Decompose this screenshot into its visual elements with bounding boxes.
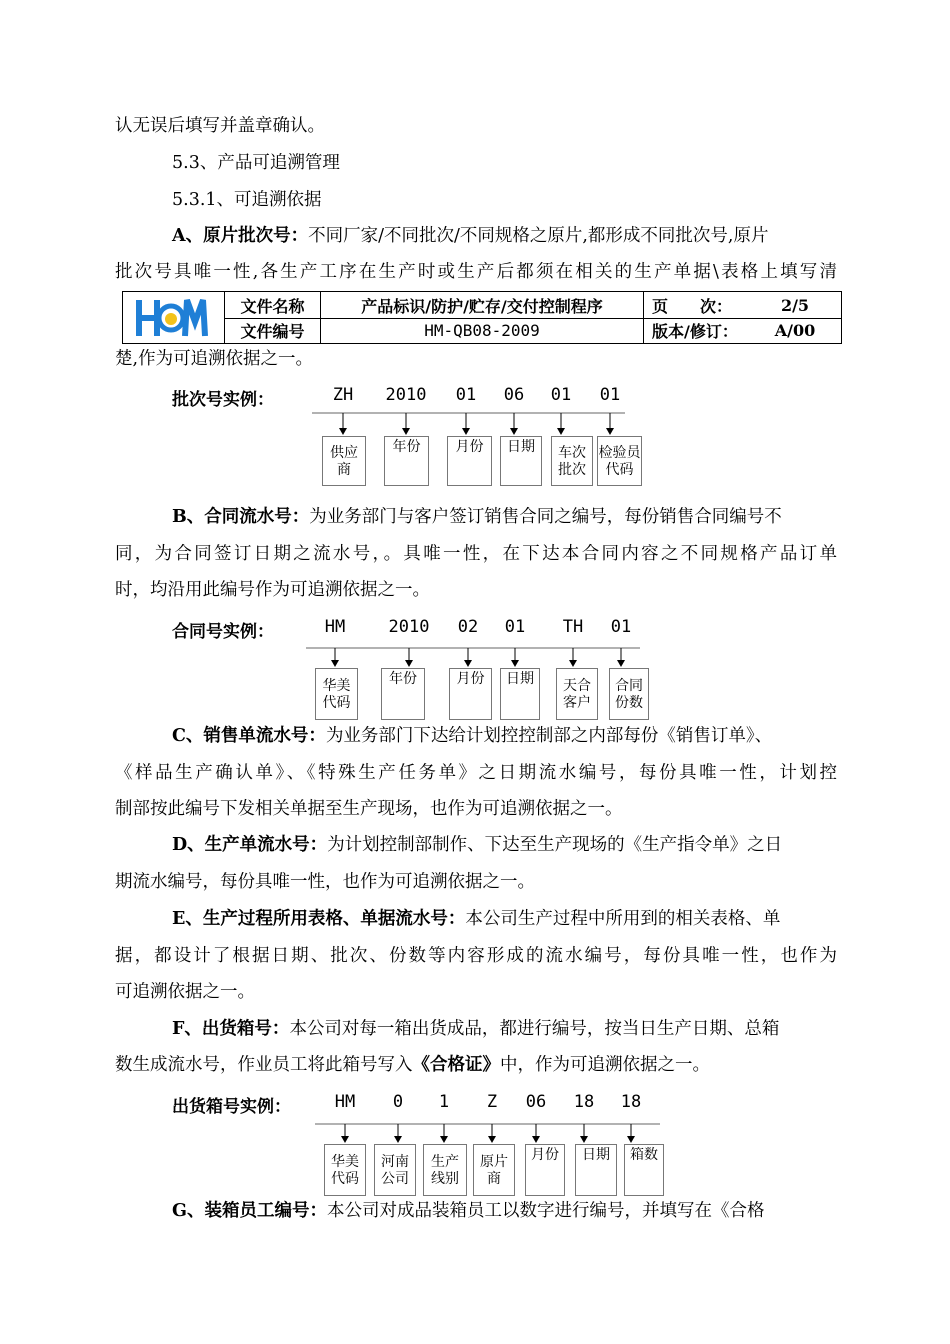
arrow-down-icon [394, 1136, 402, 1143]
code-segment: 01 [599, 385, 621, 405]
code-segment: 01 [504, 617, 526, 637]
para-b-text: 为业务部门与客户签订销售合同之编号，每份销售合同编号不 [309, 507, 782, 527]
para-c-line-3: 制部按此编号下发相关单据至生产现场，也作为可追溯依据之一。 [115, 799, 623, 819]
code-segment: 2010 [388, 617, 430, 637]
arrow-down-icon [488, 1136, 496, 1143]
segment-meaning-box: 月份 [447, 436, 492, 486]
segment-meaning-box: 月份 [525, 1144, 565, 1196]
para-e-title: E、生产过程所用表格、单据流水号： [172, 909, 466, 929]
batch-example-label: 批次号实例： [172, 390, 274, 410]
code-segment: 18 [620, 1092, 642, 1112]
para-f-title: F、出货箱号： [172, 1019, 290, 1039]
page-value: 2/5 [780, 295, 810, 315]
arrow-down-icon [341, 1136, 349, 1143]
version-label: 版本/修订： [643, 318, 749, 343]
segment-meaning-box: 月份 [449, 668, 492, 720]
code-segment: ZH [332, 385, 354, 405]
code-segment: 06 [525, 1092, 547, 1112]
code-segment: 02 [457, 617, 479, 637]
segment-meaning-box: 日期 [575, 1144, 617, 1196]
para-a-title: A、原片批次号： [172, 226, 309, 246]
segment-meaning-box: 供应 商 [322, 436, 366, 486]
code-segment: HM [334, 1092, 356, 1112]
segment-meaning-box: 年份 [384, 436, 429, 486]
box-example-label: 出货箱号实例： [172, 1097, 291, 1117]
arrow-down-icon [532, 1136, 540, 1143]
para-g-title: G、装箱员工编号： [172, 1201, 327, 1221]
code-segment: 06 [503, 385, 525, 405]
version-value: A/00 [774, 321, 816, 340]
para-g-text: 本公司对成品装箱员工以数字进行编号，并填写在《合格 [326, 1201, 765, 1221]
code-segment: 18 [573, 1092, 595, 1112]
para-f-text-2a: 数生成流水号，作业员工将此箱号写入 [115, 1055, 413, 1075]
code-segment: TH [562, 617, 584, 637]
para-e-line-3: 可追溯依据之一。 [115, 982, 255, 1002]
segment-meaning-box: 检验员 代码 [597, 436, 642, 486]
segment-meaning-box: 箱数 [624, 1144, 664, 1196]
para-d-line-2: 期流水编号，每份具唯一性，也作为可追溯依据之一。 [115, 872, 535, 892]
code-segment: 01 [455, 385, 477, 405]
page-label: 页 次： [643, 292, 749, 318]
para-c-title: C、销售单流水号： [172, 726, 326, 746]
code-segment: 2010 [385, 385, 427, 405]
text-line: 认无误后填写并盖章确认。 [115, 116, 325, 136]
para-b-line-2: 同，为合同签订日期之流水号，。具唯一性，在下达本合同内容之不同规格产品订单 [115, 544, 837, 564]
segment-meaning-box: 天合 客户 [556, 668, 598, 720]
para-b-line-3: 时，均沿用此编号作为可追溯依据之一。 [115, 580, 430, 600]
segment-meaning-box: 合同 份数 [609, 668, 649, 720]
segment-meaning-box: 日期 [500, 436, 542, 486]
contract-example-label: 合同号实例： [172, 622, 274, 642]
arrow-down-icon [580, 1136, 588, 1143]
section-heading-5-3-1: 5.3.1、可追溯依据 [172, 190, 322, 210]
segment-meaning-box: 华美 代码 [324, 1144, 366, 1196]
segment-meaning-box: 原片 商 [473, 1144, 515, 1196]
para-a-text: 不同厂家/不同批次/不同规格之原片,都形成不同批次号,原片 [308, 226, 769, 246]
code-segment: HM [324, 617, 346, 637]
para-a-line-3: 楚,作为可追溯依据之一。 [115, 349, 314, 369]
para-c-text: 为业务部门下达给计划控控制部之内部每份《销售订单》、 [325, 726, 773, 746]
code-segment: 0 [392, 1092, 404, 1112]
segment-meaning-box: 日期 [500, 668, 540, 720]
code-segment: Z [486, 1092, 498, 1112]
para-d-text: 为计划控制部制作、下达至生产现场的《生产指令单》之日 [327, 835, 783, 855]
section-heading-5-3: 5.3、产品可追溯管理 [172, 153, 340, 173]
para-f-text-2c: 中，作为可追溯依据之一。 [500, 1055, 710, 1075]
segment-meaning-box: 年份 [381, 668, 425, 720]
doc-no-value: HM-QB08-2009 [320, 318, 643, 343]
segment-meaning-box: 华美 代码 [315, 668, 358, 720]
para-d-title: D、生产单流水号： [172, 835, 328, 855]
para-e-text: 本公司生产过程中所用到的相关表格、单 [465, 909, 781, 929]
para-e-line-2: 据，都设计了根据日期、批次、份数等内容形成的流水编号，每份具唯一性，也作为 [115, 946, 837, 966]
code-segment: 01 [610, 617, 632, 637]
para-f-text: 本公司对每一箱出货成品，都进行编号，按当日生产日期、总箱 [289, 1019, 780, 1039]
doc-name-value: 产品标识/防护/贮存/交付控制程序 [320, 292, 643, 318]
arrow-down-icon [627, 1136, 635, 1143]
segment-meaning-box: 车次 批次 [551, 436, 593, 486]
para-g-line-1 [172, 1199, 764, 1223]
segment-meaning-box: 河南 公司 [374, 1144, 416, 1196]
arrow-down-icon [440, 1136, 448, 1143]
para-a-line-2: 批次号具唯一性,各生产工序在生产时或生产后都须在相关的生产单据\表格上填写清 [115, 262, 837, 282]
segment-meaning-box: 生产 线别 [423, 1144, 467, 1196]
code-segment: 01 [550, 385, 572, 405]
para-b-title: B、合同流水号： [172, 507, 310, 527]
para-c-line-2: 《样品生产确认单》、《特殊生产任务单》之日期流水编号，每份具唯一性，计划控 [115, 763, 837, 783]
doc-name-label: 文件名称 [224, 292, 320, 318]
doc-no-label: 文件编号 [224, 318, 320, 343]
certificate-ref: 《合格证》 [412, 1055, 500, 1075]
code-segment: 1 [438, 1092, 450, 1112]
